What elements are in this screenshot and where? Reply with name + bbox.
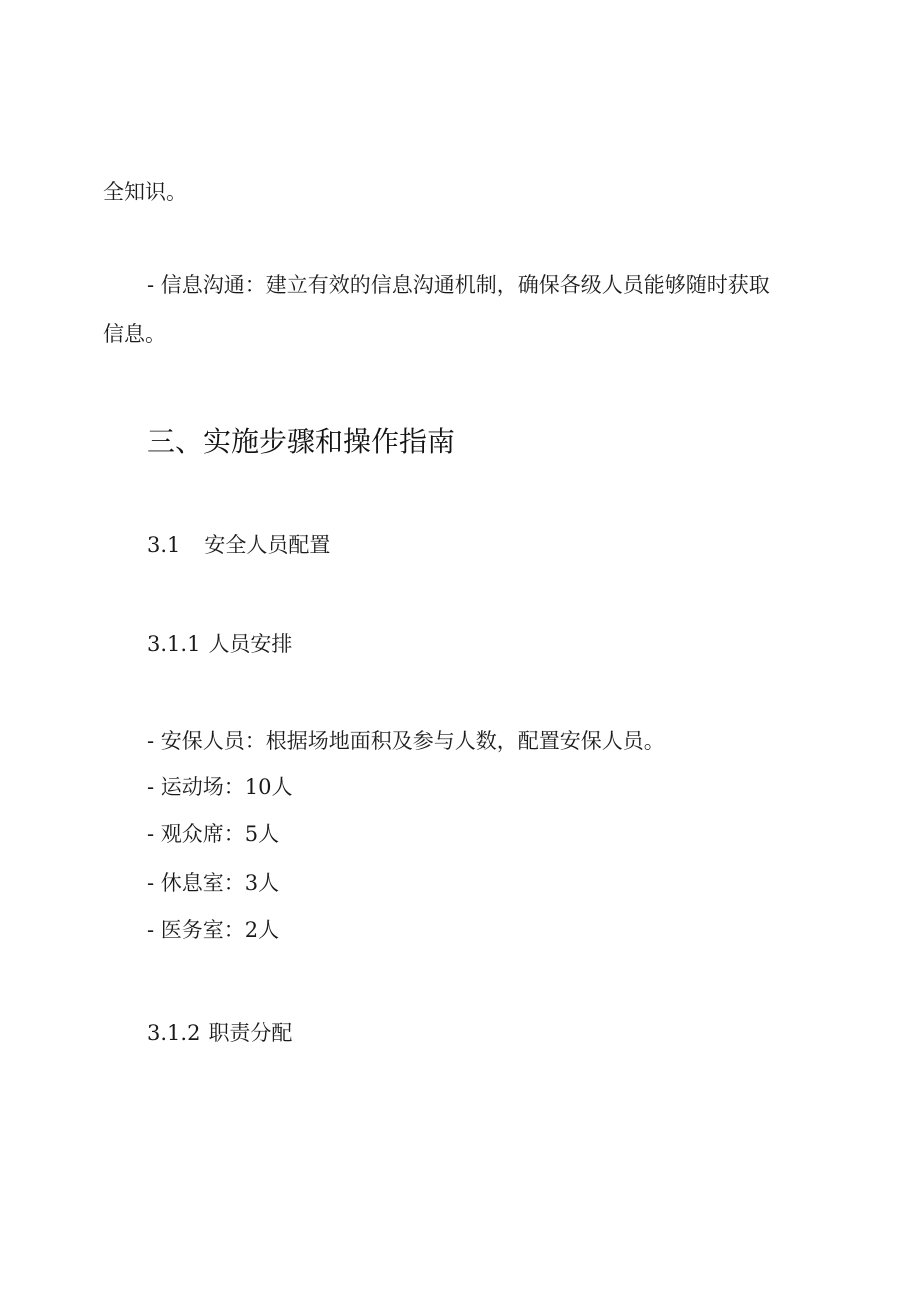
subsection-number: 3.1.2 bbox=[147, 1021, 201, 1045]
list-item: - 休息室：3人 bbox=[147, 871, 280, 895]
paragraph-info-communication-continuation: 信息。 bbox=[103, 322, 166, 346]
subsection-number: 3.1.1 bbox=[147, 632, 201, 656]
subsection-3-1-2 bbox=[147, 1019, 292, 1047]
list-item: - 安保人员：根据场地面积及参与人数，配置安保人员。 bbox=[147, 729, 665, 753]
paragraph-info-communication: - 信息沟通：建立有效的信息沟通机制，确保各级人员能够随时获取 bbox=[147, 273, 770, 297]
subsection-title: 人员安排 bbox=[208, 632, 293, 656]
subsection-title: 职责分配 bbox=[208, 1021, 293, 1045]
section-heading: 三、实施步骤和操作指南 bbox=[147, 425, 456, 458]
subsection-title: 安全人员配置 bbox=[204, 533, 331, 557]
subsection-number: 3.1 bbox=[147, 533, 181, 557]
list-item: - 观众席：5人 bbox=[147, 822, 280, 846]
subsection-3-1 bbox=[147, 531, 330, 559]
subsection-3-1-1 bbox=[147, 630, 292, 658]
paragraph-continuation: 全知识。 bbox=[103, 180, 187, 204]
list-item: - 医务室：2人 bbox=[147, 918, 280, 942]
list-item: - 运动场：10人 bbox=[147, 775, 293, 799]
